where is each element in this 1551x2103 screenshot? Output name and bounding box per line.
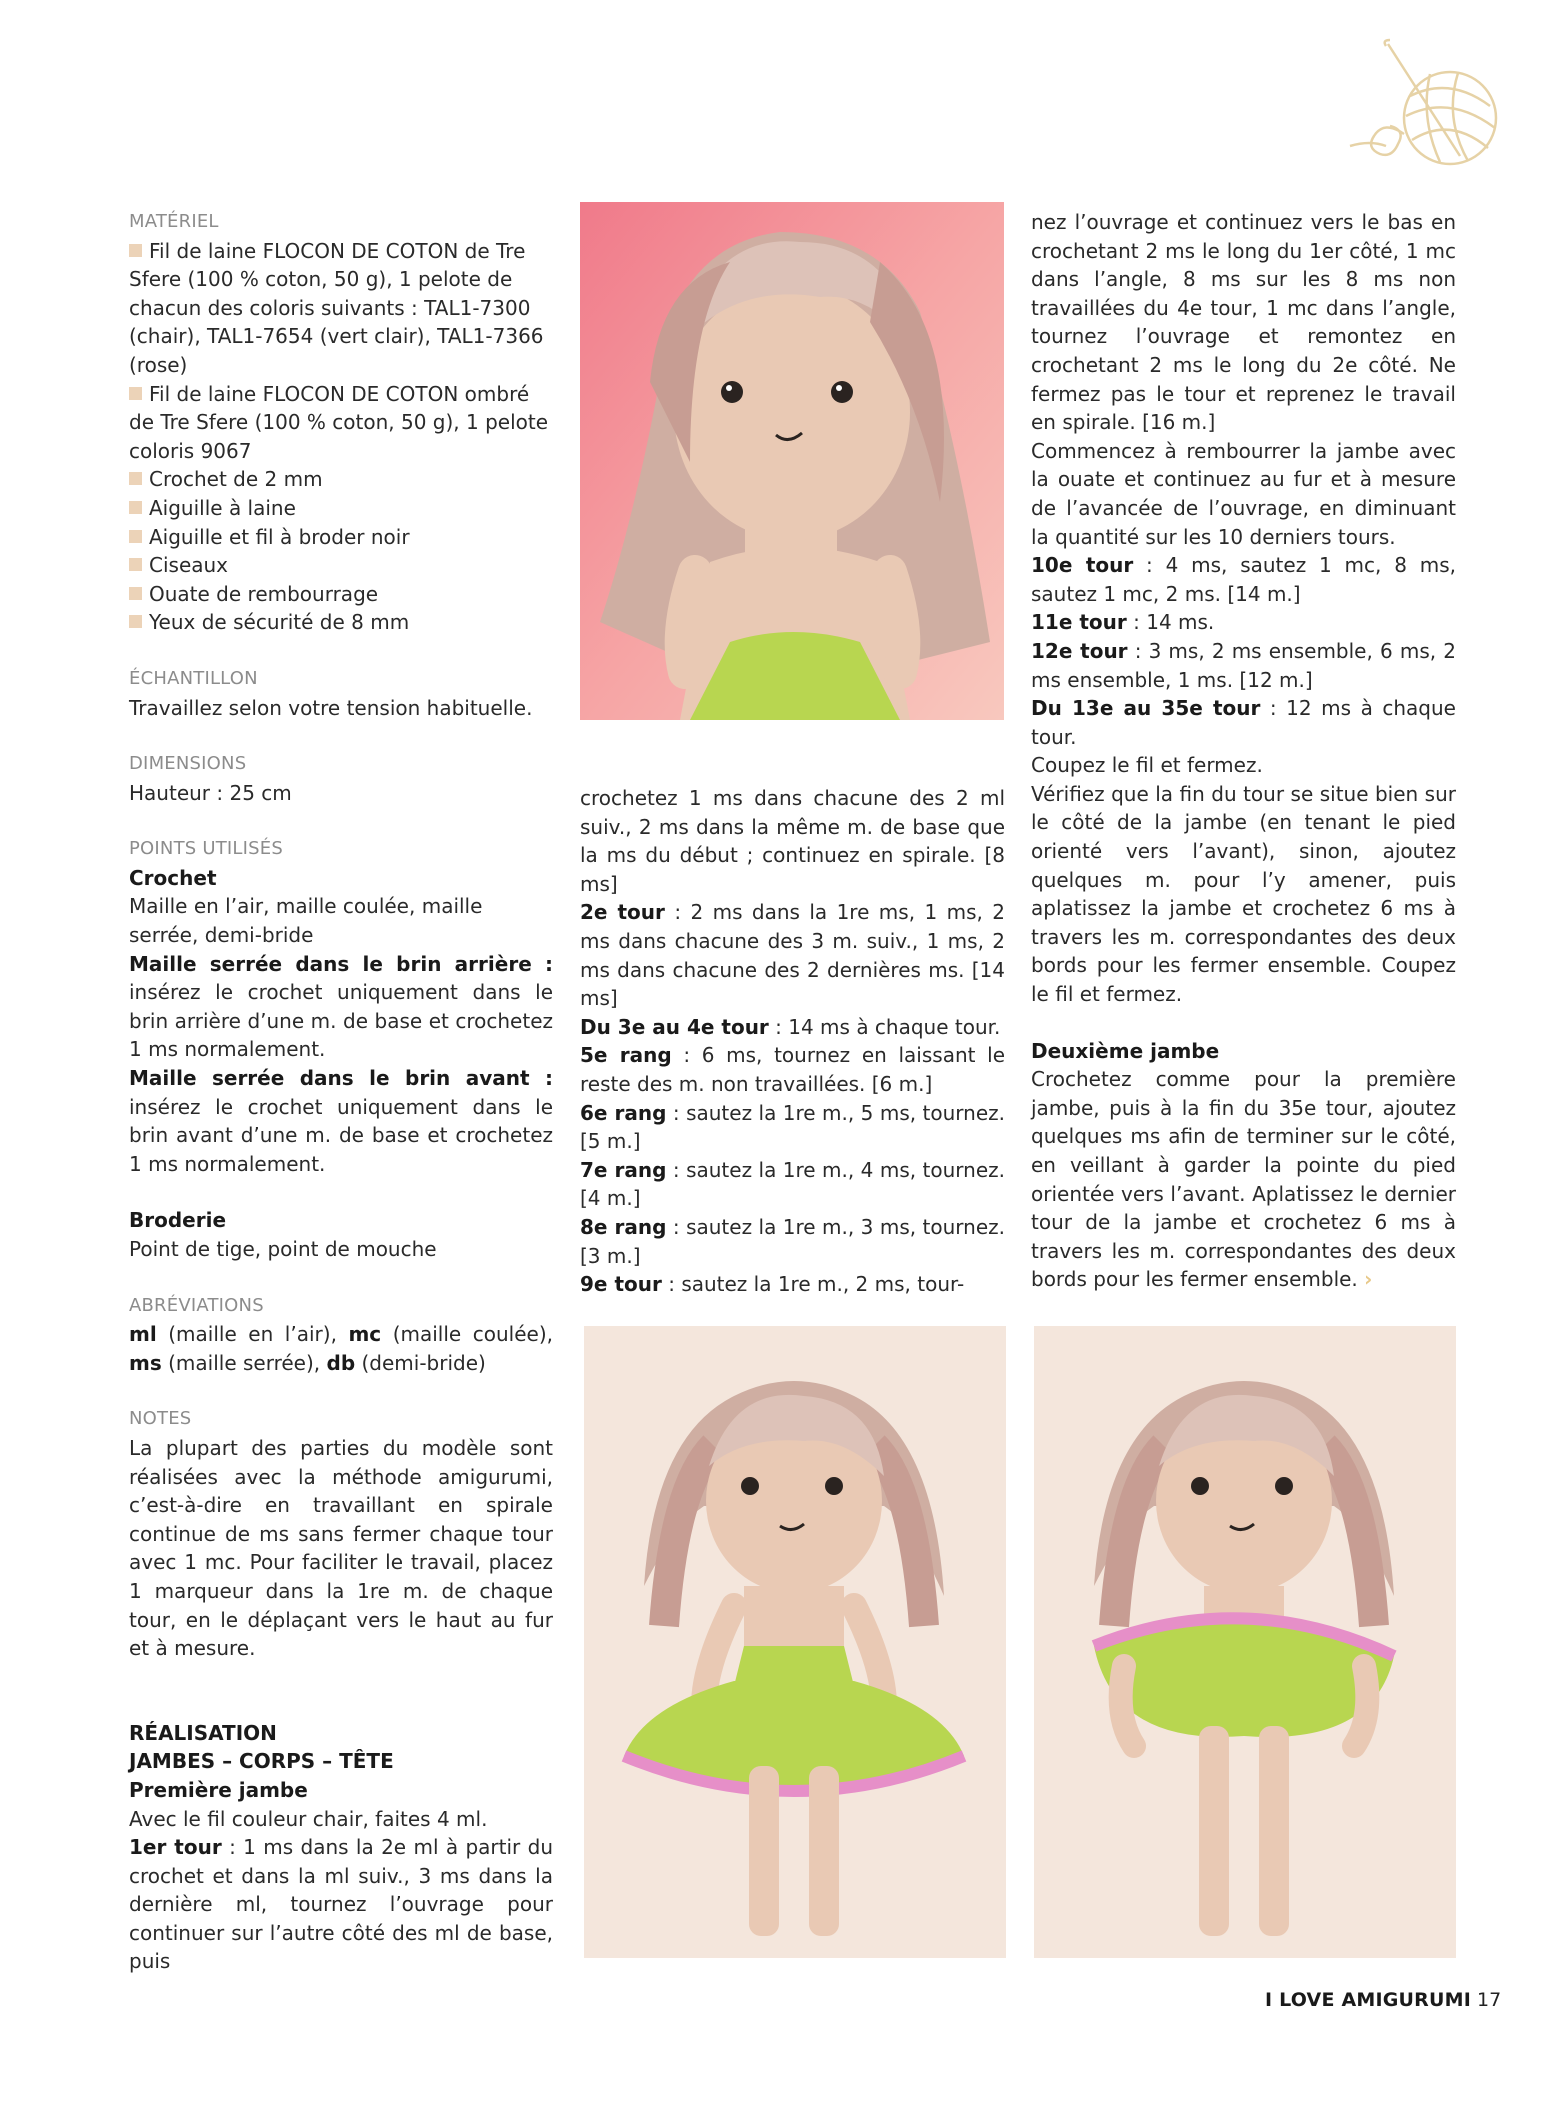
list-item: Yeux de sécurité de 8 mm [129, 608, 553, 637]
premiere-intro: Avec le fil couleur chair, faites 4 ml. [129, 1806, 488, 1831]
abreviations-text: ml (maille en l’air), mc (maille coulée), ms (maille serrée), db (demi-bride) [129, 1322, 553, 1375]
page-number: 17 [1477, 1989, 1502, 2011]
broderie-heading: Broderie [129, 1208, 227, 1233]
realisation-heading: RÉALISATION [129, 1720, 277, 1745]
tour1-paragraph: 1er tour : 1 ms dans la 2e ml à partir du crochet et dans la ml suiv., 3 ms dans la dernière ml, tournez l’ouvrage pour continuer sur l’autre côté des ml de base, puis [129, 1835, 553, 1974]
doll-closeup-photo [580, 202, 1004, 720]
list-item: Fil de laine FLOCON DE COTON ombré de Tre Sfere (100 % coton, 50 g), 1 pelote coloris 9067 [129, 381, 549, 463]
col3-paragraph-1: nez l’ouvrage et continuez vers le bas en crochetant 2 ms le long du 1er côté, 1 mc dans l’angle, 8 ms sur les 8 ms non travaillées du 4e tour, 1 mc dans l’angle, tournez l’ouvrage et remontez en crochetant 2 ms le long du 2e côté. Ne fermez pas le tour et reprenez le travail en spirale. [16 m.] [1031, 210, 1456, 435]
col3-paragraph-4: Vérifiez que la fin du tour se situe bien sur le côté de la jambe (en tenant le pied orienté vers l’avant), sinon, ajoutez quelques m. pour l’y amener, puis aplatissez la jambe et crochetez 6 ms à travers les m. correspondantes des deux bords pour les fermer ensemble. Coupez le fil et fermez. [1031, 781, 1456, 1007]
list-item: Fil de laine FLOCON DE COTON de Tre Sfere (100 % coton, 50 g), 1 pelote de chacun des coloris suivants : TAL1-7300 (chair), TAL1-7654 (vert clair), TAL1-7366 (rose) [129, 238, 544, 377]
dimensions-heading: DIMENSIONS [129, 753, 247, 775]
list-item: Ouate de rembourrage [129, 580, 553, 609]
crochet-heading: Crochet [129, 865, 217, 890]
instruction-row: Du 13e au 35e tour : 12 ms à chaque tour. [1031, 696, 1456, 749]
square-bullet-icon [129, 501, 142, 514]
instruction-row: 6e rang : sautez la 1re m., 5 ms, tournez. [5 m.] [580, 1100, 1005, 1154]
column-1 [129, 208, 553, 1976]
square-bullet-icon [129, 472, 142, 485]
instruction-row: 2e tour : 2 ms dans la 1re ms, 1 ms, 2 ms dans chacune des 3 m. suiv., 1 ms, 2 ms dans chacune des 2 dernières ms. [14 ms] [580, 900, 1005, 1011]
list-item: Aiguille à laine [129, 494, 553, 523]
msba-paragraph: Maille serrée dans le brin arrière : insérez le crochet uniquement dans le brin arrière d’une m. de base et crochetez 1 ms normalement. [129, 951, 553, 1062]
col3-paragraph-2: Commencez à rembourrer la jambe avec la ouate et continuez au fur et à mesure de l’avancée de l’ouvrage, en diminuant la quantité sur les 10 derniers tours. [1031, 438, 1456, 549]
instruction-row: 5e rang : 6 ms, tournez en laissant le reste des m. non travaillées. [6 m.] [580, 1043, 1005, 1096]
notes-heading: NOTES [129, 1408, 192, 1430]
square-bullet-icon [129, 387, 142, 400]
dimensions-text: Hauteur : 25 cm [129, 780, 292, 805]
square-bullet-icon [129, 244, 142, 257]
instruction-row: Du 3e au 4e tour : 14 ms à chaque tour. [580, 1014, 1001, 1039]
square-bullet-icon [129, 587, 142, 600]
column-3 [1031, 208, 1456, 1294]
instruction-row: 9e tour : sautez la 1re m., 2 ms, tour- [580, 1272, 965, 1297]
crochet-text: Maille en l’air, maille coulée, maille serrée, demi-bride [129, 894, 483, 948]
premiere-jambe-heading: Première jambe [129, 1777, 308, 1802]
echantillon-heading: ÉCHANTILLON [129, 667, 258, 689]
doll-full-photo-right [1034, 1326, 1456, 1958]
list-item: Crochet de 2 mm [129, 465, 553, 494]
points-heading: POINTS UTILISÉS [129, 838, 283, 860]
instruction-row: 7e rang : sautez la 1re m., 4 ms, tournez. [4 m.] [580, 1157, 1005, 1211]
instruction-row: 10e tour : 4 ms, sautez 1 mc, 8 ms, sautez 1 mc, 2 ms. [14 m.] [1031, 553, 1456, 606]
msbav-paragraph: Maille serrée dans le brin avant : insérez le crochet uniquement dans le brin avant d’une m. de base et crochetez 1 ms normalement. [129, 1066, 553, 1176]
end-arrow-icon: › [1364, 1267, 1373, 1292]
col2-intro: crochetez 1 ms dans chacune des 2 ml suiv., 2 ms dans la même m. de base que la ms du début ; continuez en spirale. [8 ms] [580, 786, 1005, 896]
square-bullet-icon [129, 530, 142, 543]
square-bullet-icon [129, 615, 142, 628]
instruction-row: 8e rang : sautez la 1re m., 3 ms, tournez. [3 m.] [580, 1214, 1005, 1268]
col3-paragraph-3: Coupez le fil et fermez. [1031, 753, 1263, 778]
materiel-list [129, 237, 553, 637]
doll-full-photo-left [584, 1326, 1006, 1958]
instruction-row: 11e tour : 14 ms. [1031, 610, 1215, 635]
deuxieme-jambe-heading: Deuxième jambe [1031, 1038, 1220, 1063]
square-bullet-icon [129, 558, 142, 571]
list-item: Ciseaux [129, 551, 553, 580]
column-2 [580, 784, 1005, 1299]
notes-text: La plupart des parties du modèle sont réalisées avec la méthode amigurumi, c’est-à-dire en travaillant en spirale continue de ms sans fermer chaque tour avec 1 mc. Pour faciliter le travail, placez 1 marqueur dans la 1re m. de chaque tour, en le déplaçant vers le haut au fur et à mesure. [129, 1435, 553, 1661]
page-footer [1265, 1989, 1501, 2011]
broderie-text: Point de tige, point de mouche [129, 1237, 437, 1261]
abreviations-heading: ABRÉVIATIONS [129, 1294, 264, 1316]
materiel-heading: MATÉRIEL [129, 211, 219, 232]
deuxieme-jambe-text: Crochetez comme pour la première jambe, puis à la fin du 35e tour, ajoutez quelques ms afin de terminer sur le côté, en veillant à garder la pointe du pied orientée vers l’avant. Aplatissez le dernier tour de la jambe et crochetez 6 ms à travers les m. correspondantes des deux bords pour les fermer ensemble. › [1031, 1067, 1456, 1292]
instruction-row: 12e tour : 3 ms, 2 ms ensemble, 6 ms, 2 ms ensemble, 1 ms. [12 m.] [1031, 638, 1456, 692]
jambes-heading: JAMBES – CORPS – TÊTE [129, 1749, 394, 1774]
yarn-ball-logo-icon [1340, 36, 1520, 176]
list-item: Aiguille et fil à broder noir [129, 523, 553, 552]
echantillon-text: Travaillez selon votre tension habituelle. [129, 695, 533, 720]
magazine-title: I LOVE AMIGURUMI [1265, 1989, 1471, 2011]
